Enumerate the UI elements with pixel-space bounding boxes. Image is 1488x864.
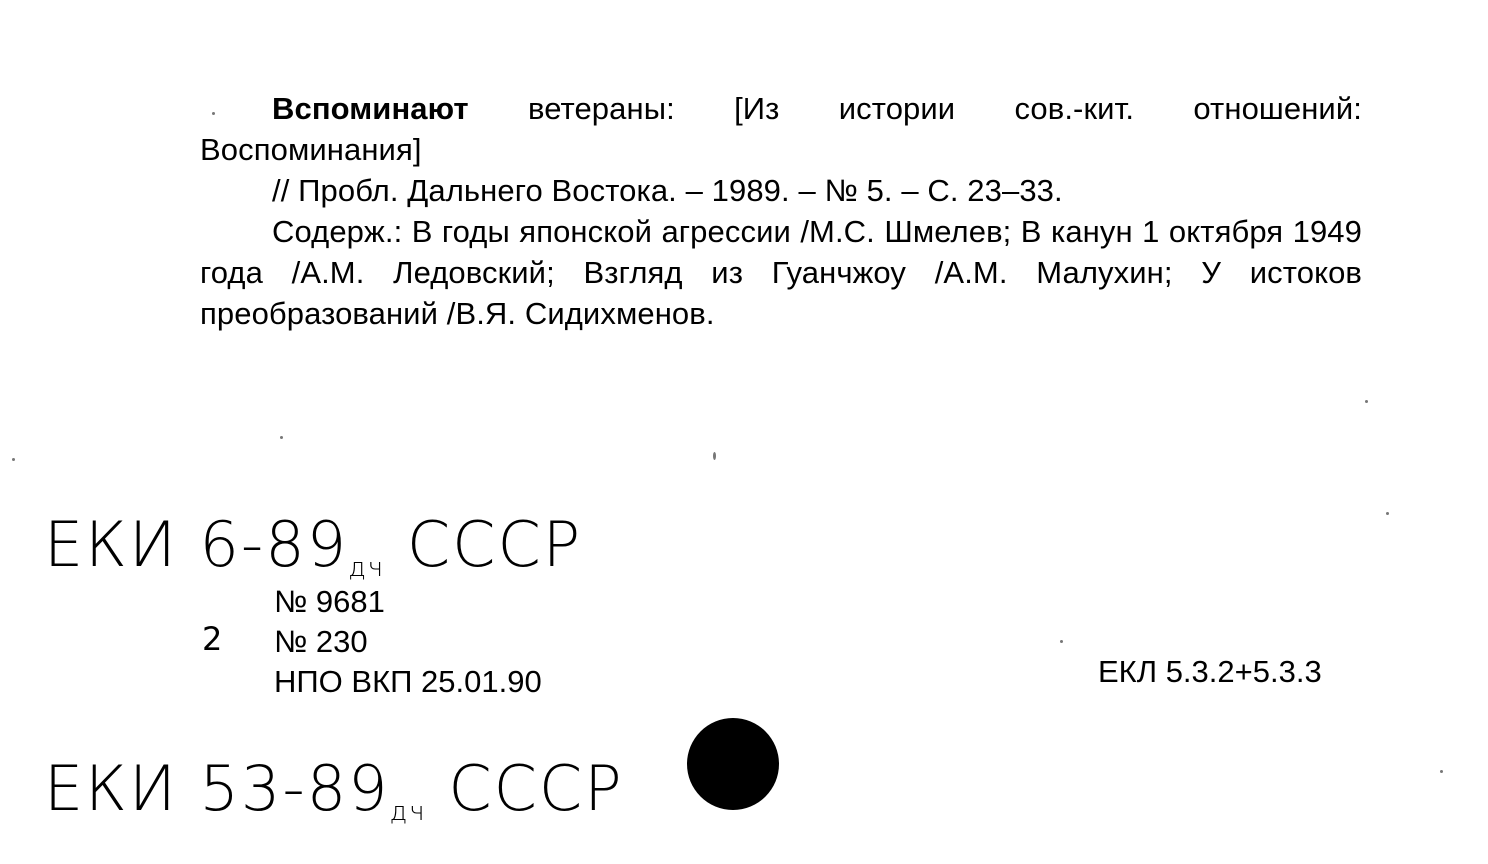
handwritten-code-top-small: дч xyxy=(348,553,386,583)
entry-title-rest: ветераны: [Из истории сов.-кит. отношений: Воспоминания] xyxy=(200,91,1362,167)
handwritten-digit: 2 xyxy=(202,620,223,658)
scan-speck xyxy=(212,112,215,115)
handwritten-code-top-main: ЕКИ 6-89 xyxy=(44,508,349,581)
bibliographic-entry xyxy=(200,88,1362,334)
handwritten-code-bottom-main: ЕКИ 53-89 xyxy=(44,752,390,825)
scan-speck xyxy=(1060,640,1063,643)
classification-code: ЕКЛ 5.3.2+5.3.3 xyxy=(1098,654,1322,689)
scan-speck xyxy=(1365,400,1368,403)
meta-line-org-date: НПО ВКП 25.01.90 xyxy=(274,664,542,699)
meta-line-number-1: № 9681 xyxy=(274,584,385,619)
scan-speck xyxy=(713,452,716,460)
card-punch-hole xyxy=(687,718,779,810)
entry-title-bold: Вспоминают xyxy=(272,91,469,126)
scan-speck xyxy=(280,436,283,439)
meta-line-number-2: № 230 xyxy=(274,624,368,659)
handwritten-code-top xyxy=(44,508,582,583)
handwritten-code-bottom-tail: СССР xyxy=(448,752,624,825)
scan-speck xyxy=(1386,512,1389,515)
scan-speck xyxy=(12,458,15,461)
entry-source: // Пробл. Дальнего Востока. – 1989. – № 5. – С. 23–33. xyxy=(272,173,1063,208)
entry-contents: Содерж.: В годы японской агрессии /М.С. Шмелев; В канун 1 октября 1949 года /А.М. Ледовский; Взгляд из Гуанчжоу /А.М. Малухин; У истоков преобразований /В.Я. Сидихменов. xyxy=(200,214,1362,331)
handwritten-code-bottom-small: дч xyxy=(389,797,427,827)
handwritten-code-top-tail: СССР xyxy=(406,508,583,581)
handwritten-code-bottom xyxy=(44,752,624,827)
meta-block xyxy=(274,582,542,702)
entry-title xyxy=(200,88,1362,170)
scan-speck xyxy=(1440,770,1443,773)
